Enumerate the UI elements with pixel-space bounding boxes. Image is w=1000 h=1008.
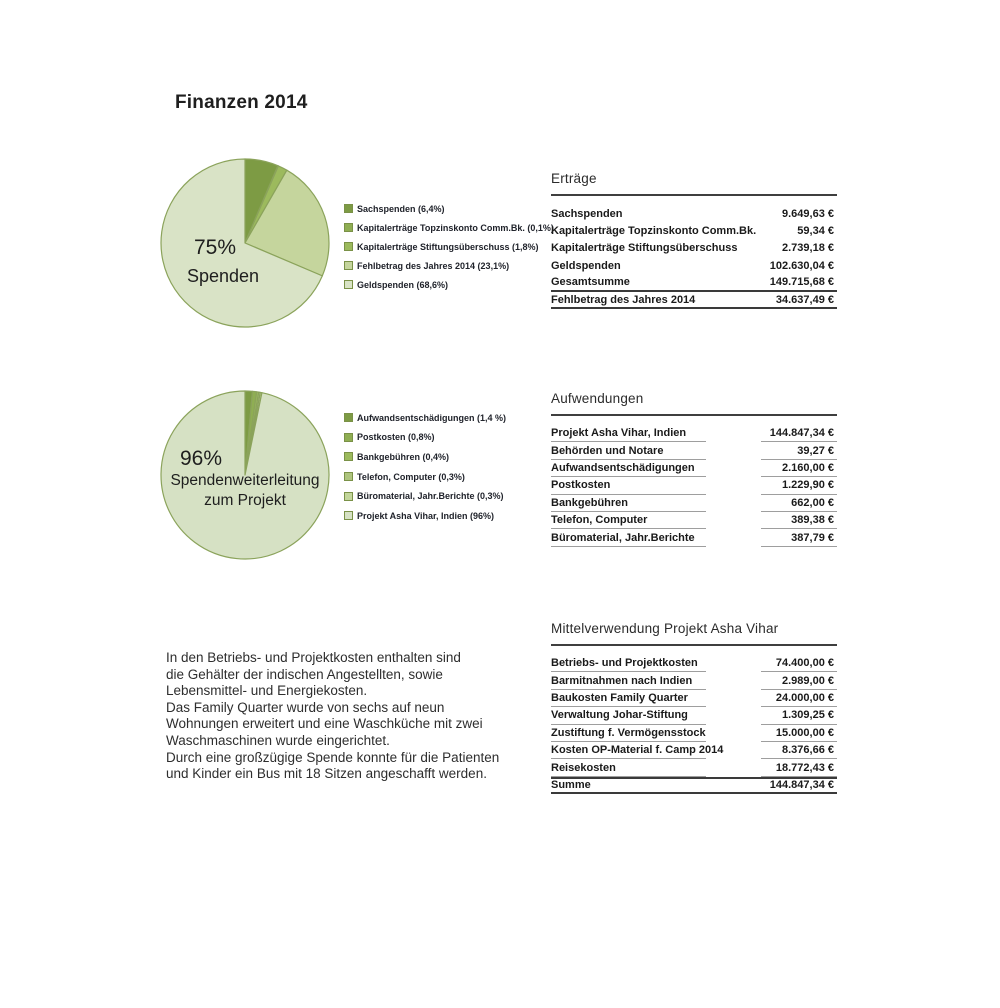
note-line: Durch eine großzügige Spende konnte für die Patienten xyxy=(166,749,500,765)
row-value: 74.400,00 € xyxy=(761,655,837,672)
pie2-percent-label: 96% xyxy=(179,447,223,470)
legend-label: Geldspenden (68,6%) xyxy=(357,279,449,290)
legend-label: Kapitalerträge Topzinskonto Comm.Bk. (0,1%) xyxy=(357,222,554,233)
legend-label: Projekt Asha Vihar, Indien (96%) xyxy=(357,510,495,521)
mittelverwendung-table-rows xyxy=(551,655,837,794)
row-value: 18.772,43 € xyxy=(761,759,837,776)
row-label: Aufwandsentschädigungen xyxy=(551,460,706,477)
row-label: Kapitalerträge Topzinskonto Comm.Bk. xyxy=(551,225,757,238)
legend-swatch-icon xyxy=(344,413,353,422)
ertraege-pie-legend xyxy=(344,199,554,294)
row-label: Postkosten xyxy=(551,477,706,494)
row-label: Büromaterial, Jahr.Berichte xyxy=(551,529,706,546)
mittelverwendung-table xyxy=(551,621,837,794)
aufwendungen-table xyxy=(551,391,837,547)
legend-swatch-icon xyxy=(344,223,353,232)
row-value: 1.309,25 € xyxy=(761,707,837,724)
row-label: Behörden und Notare xyxy=(551,442,706,459)
legend-item xyxy=(344,256,554,275)
row-value: 15.000,00 € xyxy=(761,725,837,742)
pie2-caption-label-line2: zum Projekt xyxy=(204,492,286,509)
row-value: 39,27 € xyxy=(761,442,837,459)
legend-item xyxy=(344,486,506,506)
notes-paragraph xyxy=(166,650,546,783)
legend-swatch-icon xyxy=(344,204,353,213)
row-label: Reisekosten xyxy=(551,759,706,776)
page-title: Finanzen 2014 xyxy=(175,92,308,113)
legend-item xyxy=(344,447,506,467)
row-value: 1.229,90 € xyxy=(761,477,837,494)
legend-label: Postkosten (0,8%) xyxy=(357,432,435,443)
legend-item xyxy=(344,237,554,256)
table-row xyxy=(551,275,837,292)
row-label: Sachspenden xyxy=(551,207,623,220)
row-value: 59,34 € xyxy=(797,225,834,238)
note-line: Waschmaschinen wurde eingerichtet. xyxy=(166,732,390,748)
row-value: 662,00 € xyxy=(761,495,837,512)
note-line: Das Family Quarter wurde von sechs auf neun xyxy=(166,699,445,715)
row-value: 8.376,66 € xyxy=(761,742,837,759)
row-label: Gesamtsumme xyxy=(551,276,630,289)
note-line: In den Betriebs- und Projektkosten enthalten sind xyxy=(166,650,461,665)
legend-swatch-icon xyxy=(344,511,353,520)
row-value: 24.000,00 € xyxy=(761,690,837,707)
ertraege-table-rows xyxy=(551,205,837,309)
row-value: 144.847,34 € xyxy=(769,779,834,792)
legend-swatch-icon xyxy=(344,280,353,289)
ertraege-table xyxy=(551,171,837,309)
table-row xyxy=(551,240,837,257)
row-value: 2.989,00 € xyxy=(761,672,837,689)
legend-item xyxy=(344,199,554,218)
row-label: Geldspenden xyxy=(551,259,621,272)
row-value: 34.637,49 € xyxy=(775,293,834,306)
row-label: Fehlbetrag des Jahres 2014 xyxy=(551,293,696,306)
legend-swatch-icon xyxy=(344,492,353,501)
row-label: Betriebs- und Projektkosten xyxy=(551,655,706,672)
table-row xyxy=(551,512,837,529)
row-label: Kapitalerträge Stiftungsüberschuss xyxy=(551,242,738,255)
table-row xyxy=(551,442,837,459)
legend-item xyxy=(344,275,554,294)
row-label: Barmitnahmen nach Indien xyxy=(551,672,706,689)
row-label: Zustiftung f. Vermögensstock xyxy=(551,725,706,742)
row-label: Bankgebühren xyxy=(551,495,706,512)
table-row xyxy=(551,707,837,724)
legend-label: Sachspenden (6,4%) xyxy=(357,203,445,214)
legend-item xyxy=(344,506,506,526)
table-row xyxy=(551,529,837,546)
table-row xyxy=(551,742,837,759)
pie1-caption-label: Spenden xyxy=(186,266,260,286)
note-line: Wohnungen erweitert und eine Waschküche mit zwei xyxy=(166,716,483,732)
table-row xyxy=(551,725,837,742)
row-label: Baukosten Family Quarter xyxy=(551,690,706,707)
row-label: Summe xyxy=(551,779,591,792)
legend-item xyxy=(344,218,554,237)
row-label: Verwaltung Johar-Stiftung xyxy=(551,707,706,724)
aufwendungen-table-rows xyxy=(551,425,837,547)
note-line: Lebensmittel- und Energiekosten. xyxy=(166,683,368,699)
table-row xyxy=(551,477,837,494)
table-row xyxy=(551,672,837,689)
legend-label: Aufwandsentschädigungen (1,4 %) xyxy=(357,412,507,423)
row-value: 102.630,04 € xyxy=(769,259,834,272)
table-row xyxy=(551,495,837,512)
row-value: 9.649,63 € xyxy=(782,207,834,220)
legend-item xyxy=(344,408,506,428)
table-row xyxy=(551,292,837,309)
table-row xyxy=(551,690,837,707)
row-value: 389,38 € xyxy=(761,512,837,529)
mittelverwendung-table-title: Mittelverwendung Projekt Asha Vihar xyxy=(551,621,837,646)
row-value: 149.715,68 € xyxy=(769,276,834,289)
row-value: 144.847,34 € xyxy=(761,425,837,442)
legend-label: Telefon, Computer (0,3%) xyxy=(357,471,465,482)
table-row xyxy=(551,425,837,442)
pie2-caption-label-line1: Spendenweiterleitung xyxy=(170,472,320,489)
table-row xyxy=(551,257,837,274)
legend-label: Bankgebühren (0,4%) xyxy=(357,451,450,462)
legend-label: Kapitalerträge Stiftungsüberschuss (1,8%) xyxy=(357,241,539,252)
row-value: 2.160,00 € xyxy=(761,460,837,477)
table-row xyxy=(551,222,837,239)
ertraege-table-title: Erträge xyxy=(551,171,837,196)
row-label: Projekt Asha Vihar, Indien xyxy=(551,425,706,442)
legend-label: Fehlbetrag des Jahres 2014 (23,1%) xyxy=(357,260,510,271)
row-value: 2.739,18 € xyxy=(782,242,834,255)
legend-item xyxy=(344,428,506,448)
pie1-percent-label: 75% xyxy=(193,236,237,259)
table-row xyxy=(551,777,837,794)
note-line: und Kinder ein Bus mit 18 Sitzen angeschafft werden. xyxy=(166,766,487,782)
aufwendungen-table-title: Aufwendungen xyxy=(551,391,837,416)
aufwendungen-pie-legend xyxy=(344,408,506,526)
legend-swatch-icon xyxy=(344,261,353,270)
table-row xyxy=(551,759,837,776)
legend-item xyxy=(344,467,506,487)
legend-swatch-icon xyxy=(344,472,353,481)
row-label: Kosten OP-Material f. Camp 2014 xyxy=(551,742,706,759)
row-label: Telefon, Computer xyxy=(551,512,706,529)
legend-label: Büromaterial, Jahr.Berichte (0,3%) xyxy=(357,491,504,502)
table-row xyxy=(551,460,837,477)
legend-swatch-icon xyxy=(344,433,353,442)
row-value: 387,79 € xyxy=(761,529,837,546)
table-row xyxy=(551,205,837,222)
table-row xyxy=(551,655,837,672)
legend-swatch-icon xyxy=(344,452,353,461)
note-line: die Gehälter der indischen Angestellten, sowie xyxy=(166,666,443,682)
legend-swatch-icon xyxy=(344,242,353,251)
